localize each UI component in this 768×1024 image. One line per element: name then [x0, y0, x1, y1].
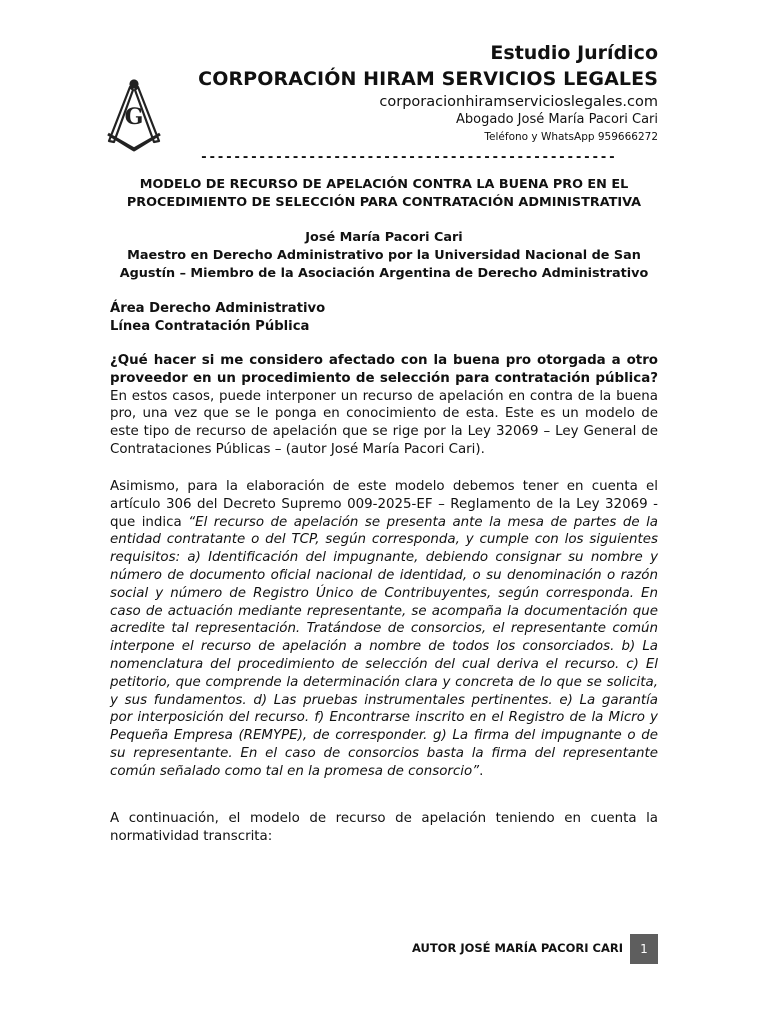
author-name: José María Pacori Cari — [305, 230, 463, 245]
studio-heading: Estudio Jurídico — [490, 42, 658, 64]
footer-author: AUTOR JOSÉ MARÍA PACORI CARI — [411, 941, 623, 955]
area-label: Área Derecho Administrativo — [110, 301, 326, 316]
author-description: Maestro en Derecho Administrativo por la Universidad Nacional de San Agustín – Miembro de la Asociación Argentina de Derecho Administrativo — [119, 248, 649, 281]
line-label: Línea Contratación Pública — [110, 319, 310, 334]
header-separator: -------------------------------------------------- — [200, 150, 617, 165]
svg-text:G: G — [124, 104, 144, 130]
article-intro: Asimismo, para la elaboración de este modelo debemos tener en cuenta el artículo 306 del Decreto Supremo 009-2025-EF – Reglamento de la Ley 32069 - que indica — [110, 479, 658, 530]
paragraph-continuation: A continuación, el modelo de recurso de apelación teniendo en cuenta la normatividad transcrita: — [110, 811, 658, 844]
paragraph-article — [110, 478, 658, 781]
page-number-badge: 1 — [630, 934, 658, 964]
article-quote: “El recurso de apelación se presenta ante la mesa de partes de la entidad contratante o del TCP, según corresponda, y cumple con los siguientes requisitos: a) Identificación del impugnante, debiendo consignar su nombre y número de documento oficial nacional de identidad, o su denominación o razón social y número de Registro Único de Contribuyentes, según corresponda. En caso de actuación mediante representante, se acompaña la documentación que acredite tal representación. Tratándose de consorcios, el representante común interpone el recurso de apelación a nombre de todos los consorciados. b) La nomenclatura del procedimiento de selección del cual deriva el recurso. c) El petitorio, que comprende la determinación clara y concreta de lo que se solicita, y sus fundamentos. d) Las pruebas instrumentales pertinentes. e) La garantía por interposición del recurso. f) Encontrarse inscrito en el Registro de la Micro y Pequeña Empresa (REMYPE), de corresponder. g) La firma del impugnante o de su representante. En el caso de consorcios basta la firma del representante común señalado como tal en la promesa de consorcio” — [110, 514, 658, 779]
intro-question: ¿Qué hacer si me considero afectado con la buena pro otorgada a otro proveedor en un procedimiento de selección para contratación pública? — [110, 353, 658, 386]
article-end: . — [479, 763, 484, 779]
square-and-compass-logo-icon — [104, 78, 164, 154]
document-title: MODELO DE RECURSO DE APELACIÓN CONTRA LA BUENA PRO EN EL PROCEDIMIENTO DE SELECCIÓN PARA CONTRATACIÓN ADMINISTRATIVA — [126, 177, 642, 210]
website-text: corporacionhiramservicioslegales.com — [379, 94, 658, 110]
corporation-name: CORPORACIÓN HIRAM SERVICIOS LEGALES — [198, 68, 658, 90]
intro-text: En estos casos, puede interponer un recurso de apelación en contra de la buena pro, una vez que se le ponga en conocimiento de esta. Este es un modelo de este tipo de recurso de apelación que se rige por la Ley 32069 – Ley General de Contrataciones Públicas – (autor José María Pacori Cari). — [110, 388, 658, 457]
phone-text: Teléfono y WhatsApp 959666272 — [484, 131, 658, 143]
lawyer-name: Abogado José María Pacori Cari — [456, 112, 658, 127]
paragraph-intro — [110, 352, 658, 459]
